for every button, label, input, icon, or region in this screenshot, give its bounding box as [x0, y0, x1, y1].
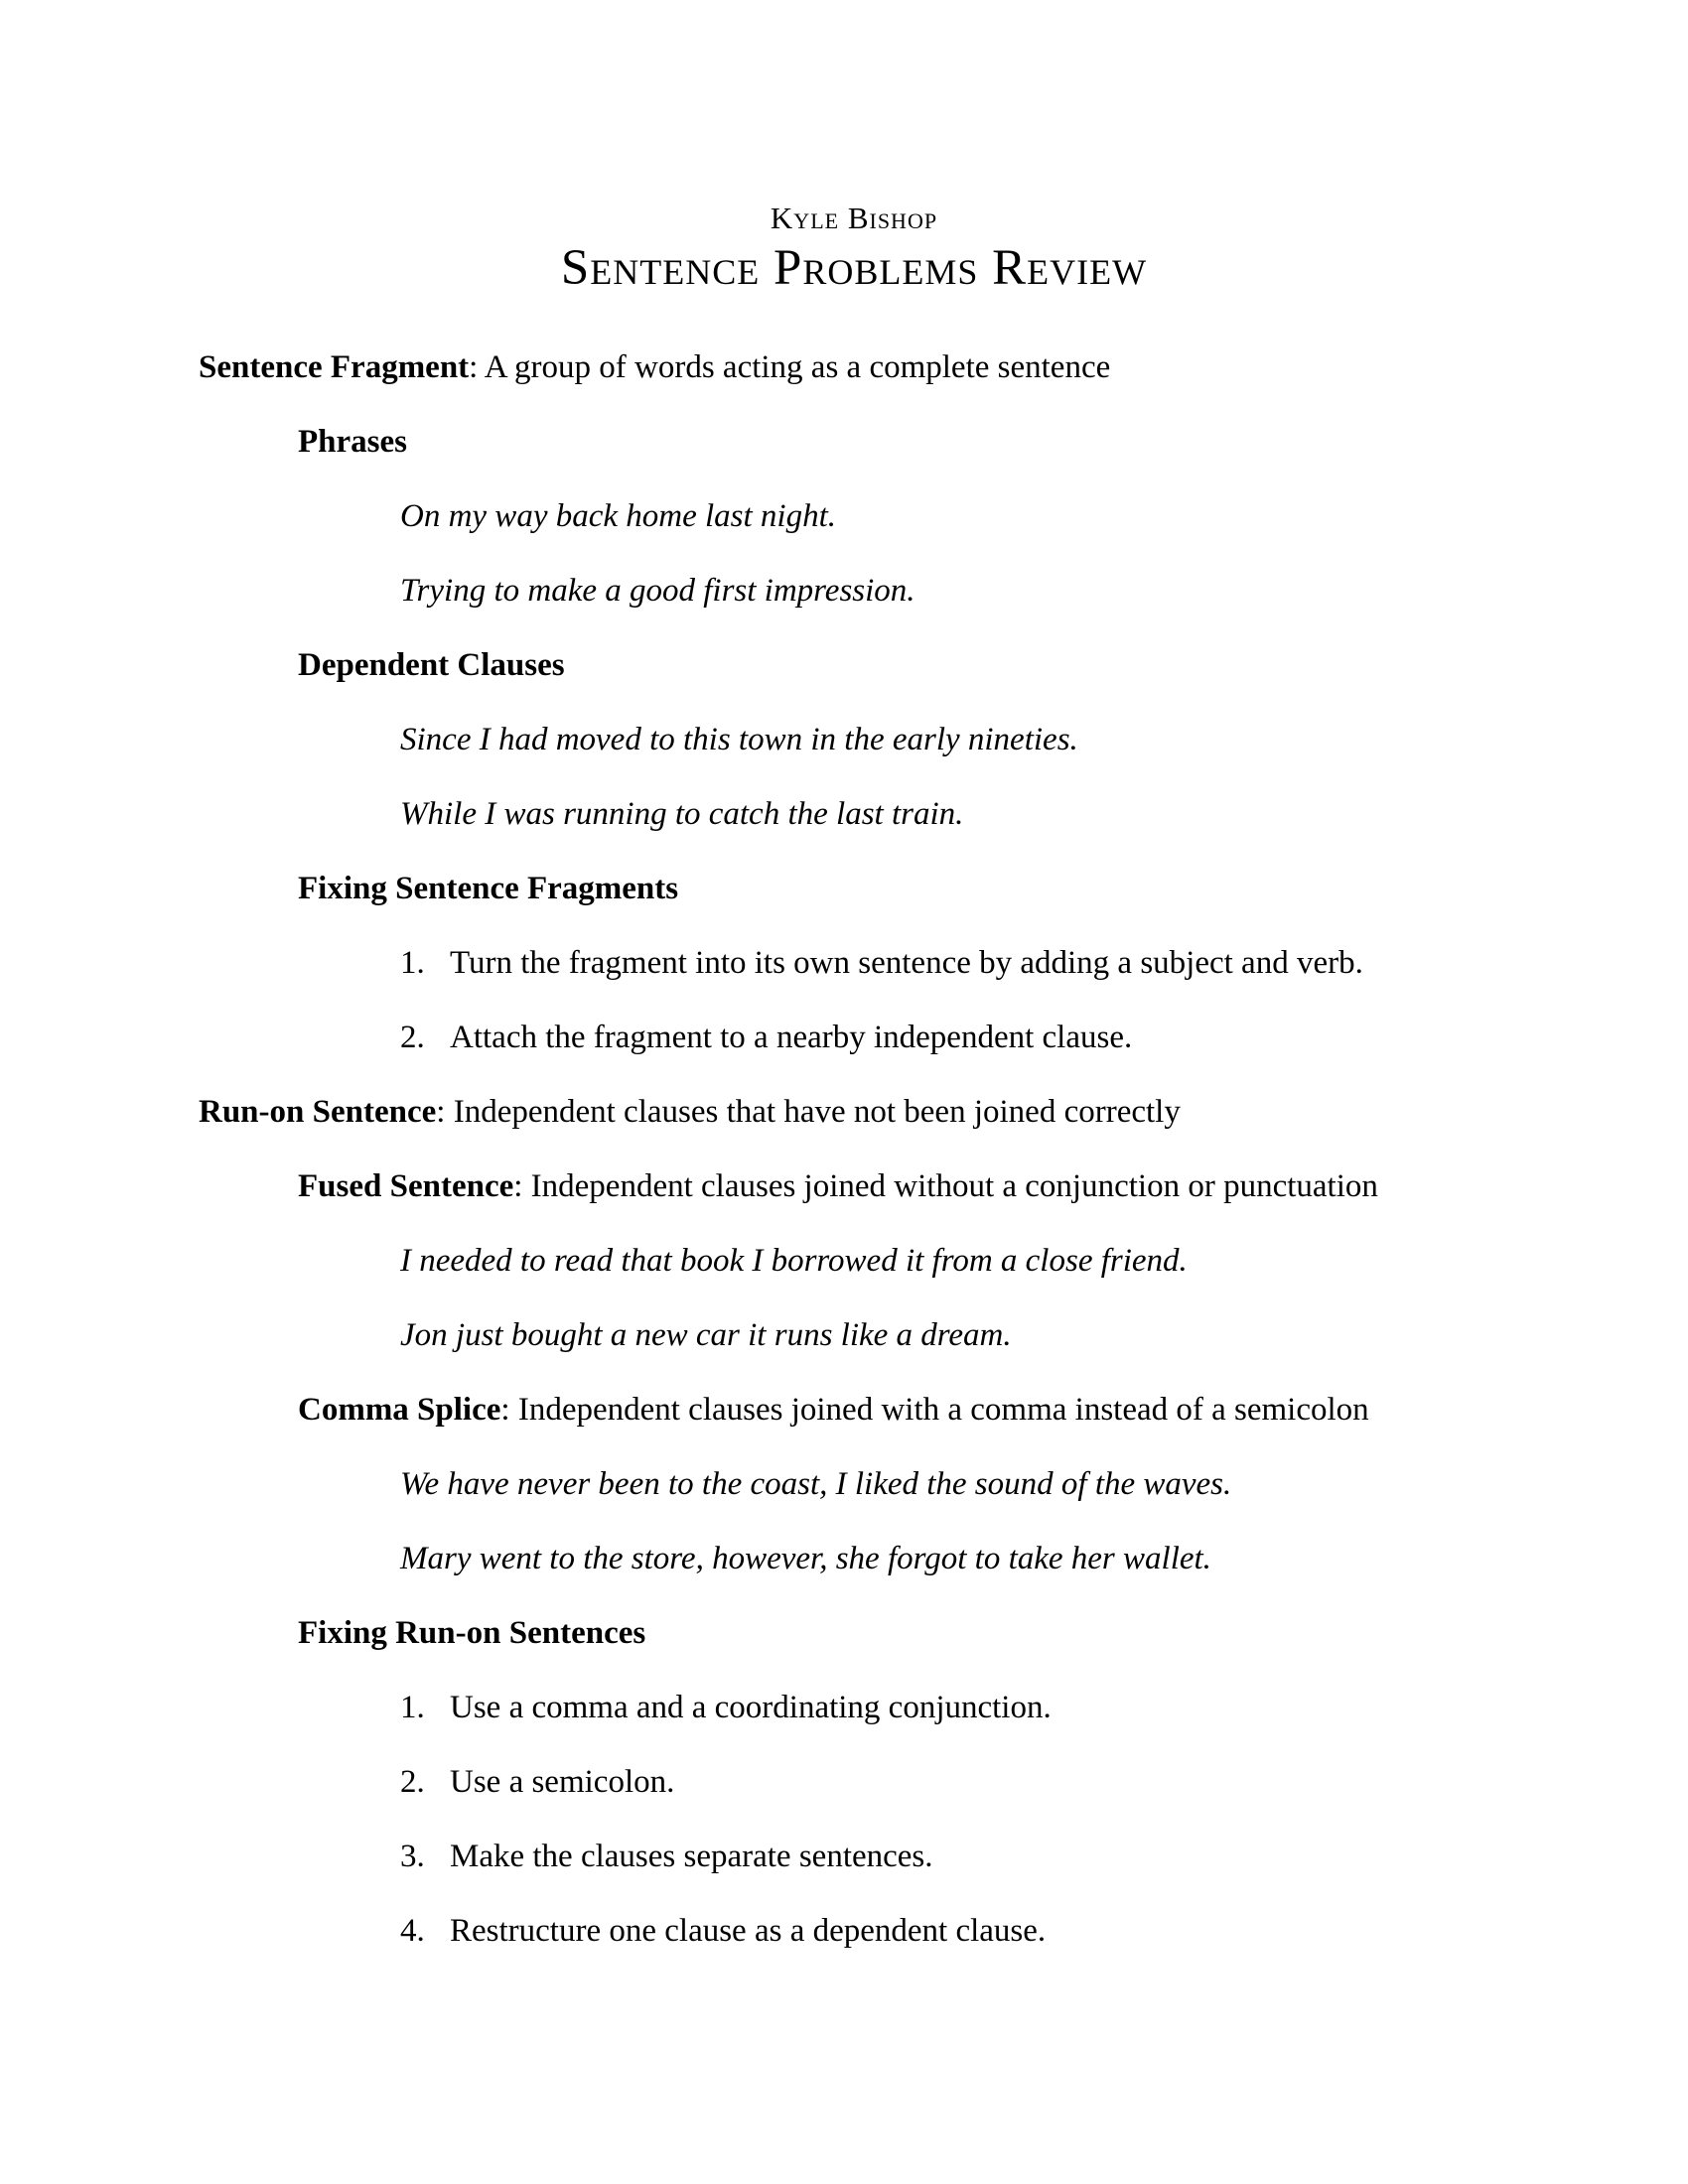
definition-term: Run-on Sentence: [199, 1094, 437, 1130]
definition-paragraph: [199, 347, 1509, 387]
definition-text: : A group of words acting as a complete sentence: [469, 349, 1111, 385]
document-header: [199, 199, 1509, 298]
item-number: 2.: [400, 1764, 425, 1800]
definition-text: : Independent clauses joined with a comma instead of a semicolon: [500, 1392, 1369, 1428]
numbered-item: [199, 1911, 1509, 1951]
numbered-item: [199, 1688, 1509, 1727]
document-title: Sentence Problems Review: [560, 240, 1148, 296]
definition-term: Fused Sentence: [298, 1168, 514, 1204]
item-text: Make the clauses separate sentences.: [450, 1839, 933, 1874]
definition-text: : Independent clauses joined without a conjunction or punctuation: [513, 1168, 1378, 1204]
item-text: Use a semicolon.: [450, 1764, 675, 1800]
item-text: Attach the fragment to a nearby independent clause.: [450, 1020, 1133, 1055]
example-sentence: Mary went to the store, however, she forgot to take her wallet.: [400, 1541, 1211, 1576]
numbered-item: [199, 1018, 1509, 1057]
example-sentence: While I was running to catch the last train.: [400, 796, 964, 832]
section-heading: Dependent Clauses: [298, 647, 565, 683]
numbered-item: [199, 943, 1509, 983]
item-number: 1.: [400, 1690, 425, 1725]
example-sentence: Since I had moved to this town in the early nineties.: [400, 722, 1078, 757]
section-heading: Fixing Sentence Fragments: [298, 871, 679, 906]
example-sentence: On my way back home last night.: [400, 498, 837, 534]
section-heading: Fixing Run-on Sentences: [298, 1615, 646, 1651]
item-text: Use a comma and a coordinating conjunction.: [450, 1690, 1052, 1725]
item-text: Restructure one clause as a dependent clause.: [450, 1913, 1047, 1949]
item-number: 3.: [400, 1839, 425, 1874]
document-author: Kyle Bishop: [770, 201, 938, 235]
definition-paragraph: [199, 1092, 1509, 1132]
definition-text: : Independent clauses that have not been joined correctly: [436, 1094, 1181, 1130]
example-sentence: Jon just bought a new car it runs like a dream.: [400, 1317, 1012, 1353]
item-number: 2.: [400, 1020, 425, 1055]
definition-term: Sentence Fragment: [199, 349, 470, 385]
example-sentence: I needed to read that book I borrowed it from a close friend.: [400, 1243, 1188, 1279]
numbered-item: [199, 1837, 1509, 1876]
item-number: 1.: [400, 945, 425, 981]
numbered-item: [199, 1762, 1509, 1802]
definition-term: Comma Splice: [298, 1392, 501, 1428]
definition-paragraph: [199, 1390, 1509, 1430]
document-body: [199, 347, 1509, 1951]
section-heading: Phrases: [298, 424, 407, 460]
item-text: Turn the fragment into its own sentence by adding a subject and verb.: [450, 945, 1363, 981]
definition-paragraph: [199, 1166, 1509, 1206]
item-number: 4.: [400, 1913, 425, 1949]
example-sentence: Trying to make a good first impression.: [400, 573, 915, 609]
example-sentence: We have never been to the coast, I liked the sound of the waves.: [400, 1466, 1232, 1502]
